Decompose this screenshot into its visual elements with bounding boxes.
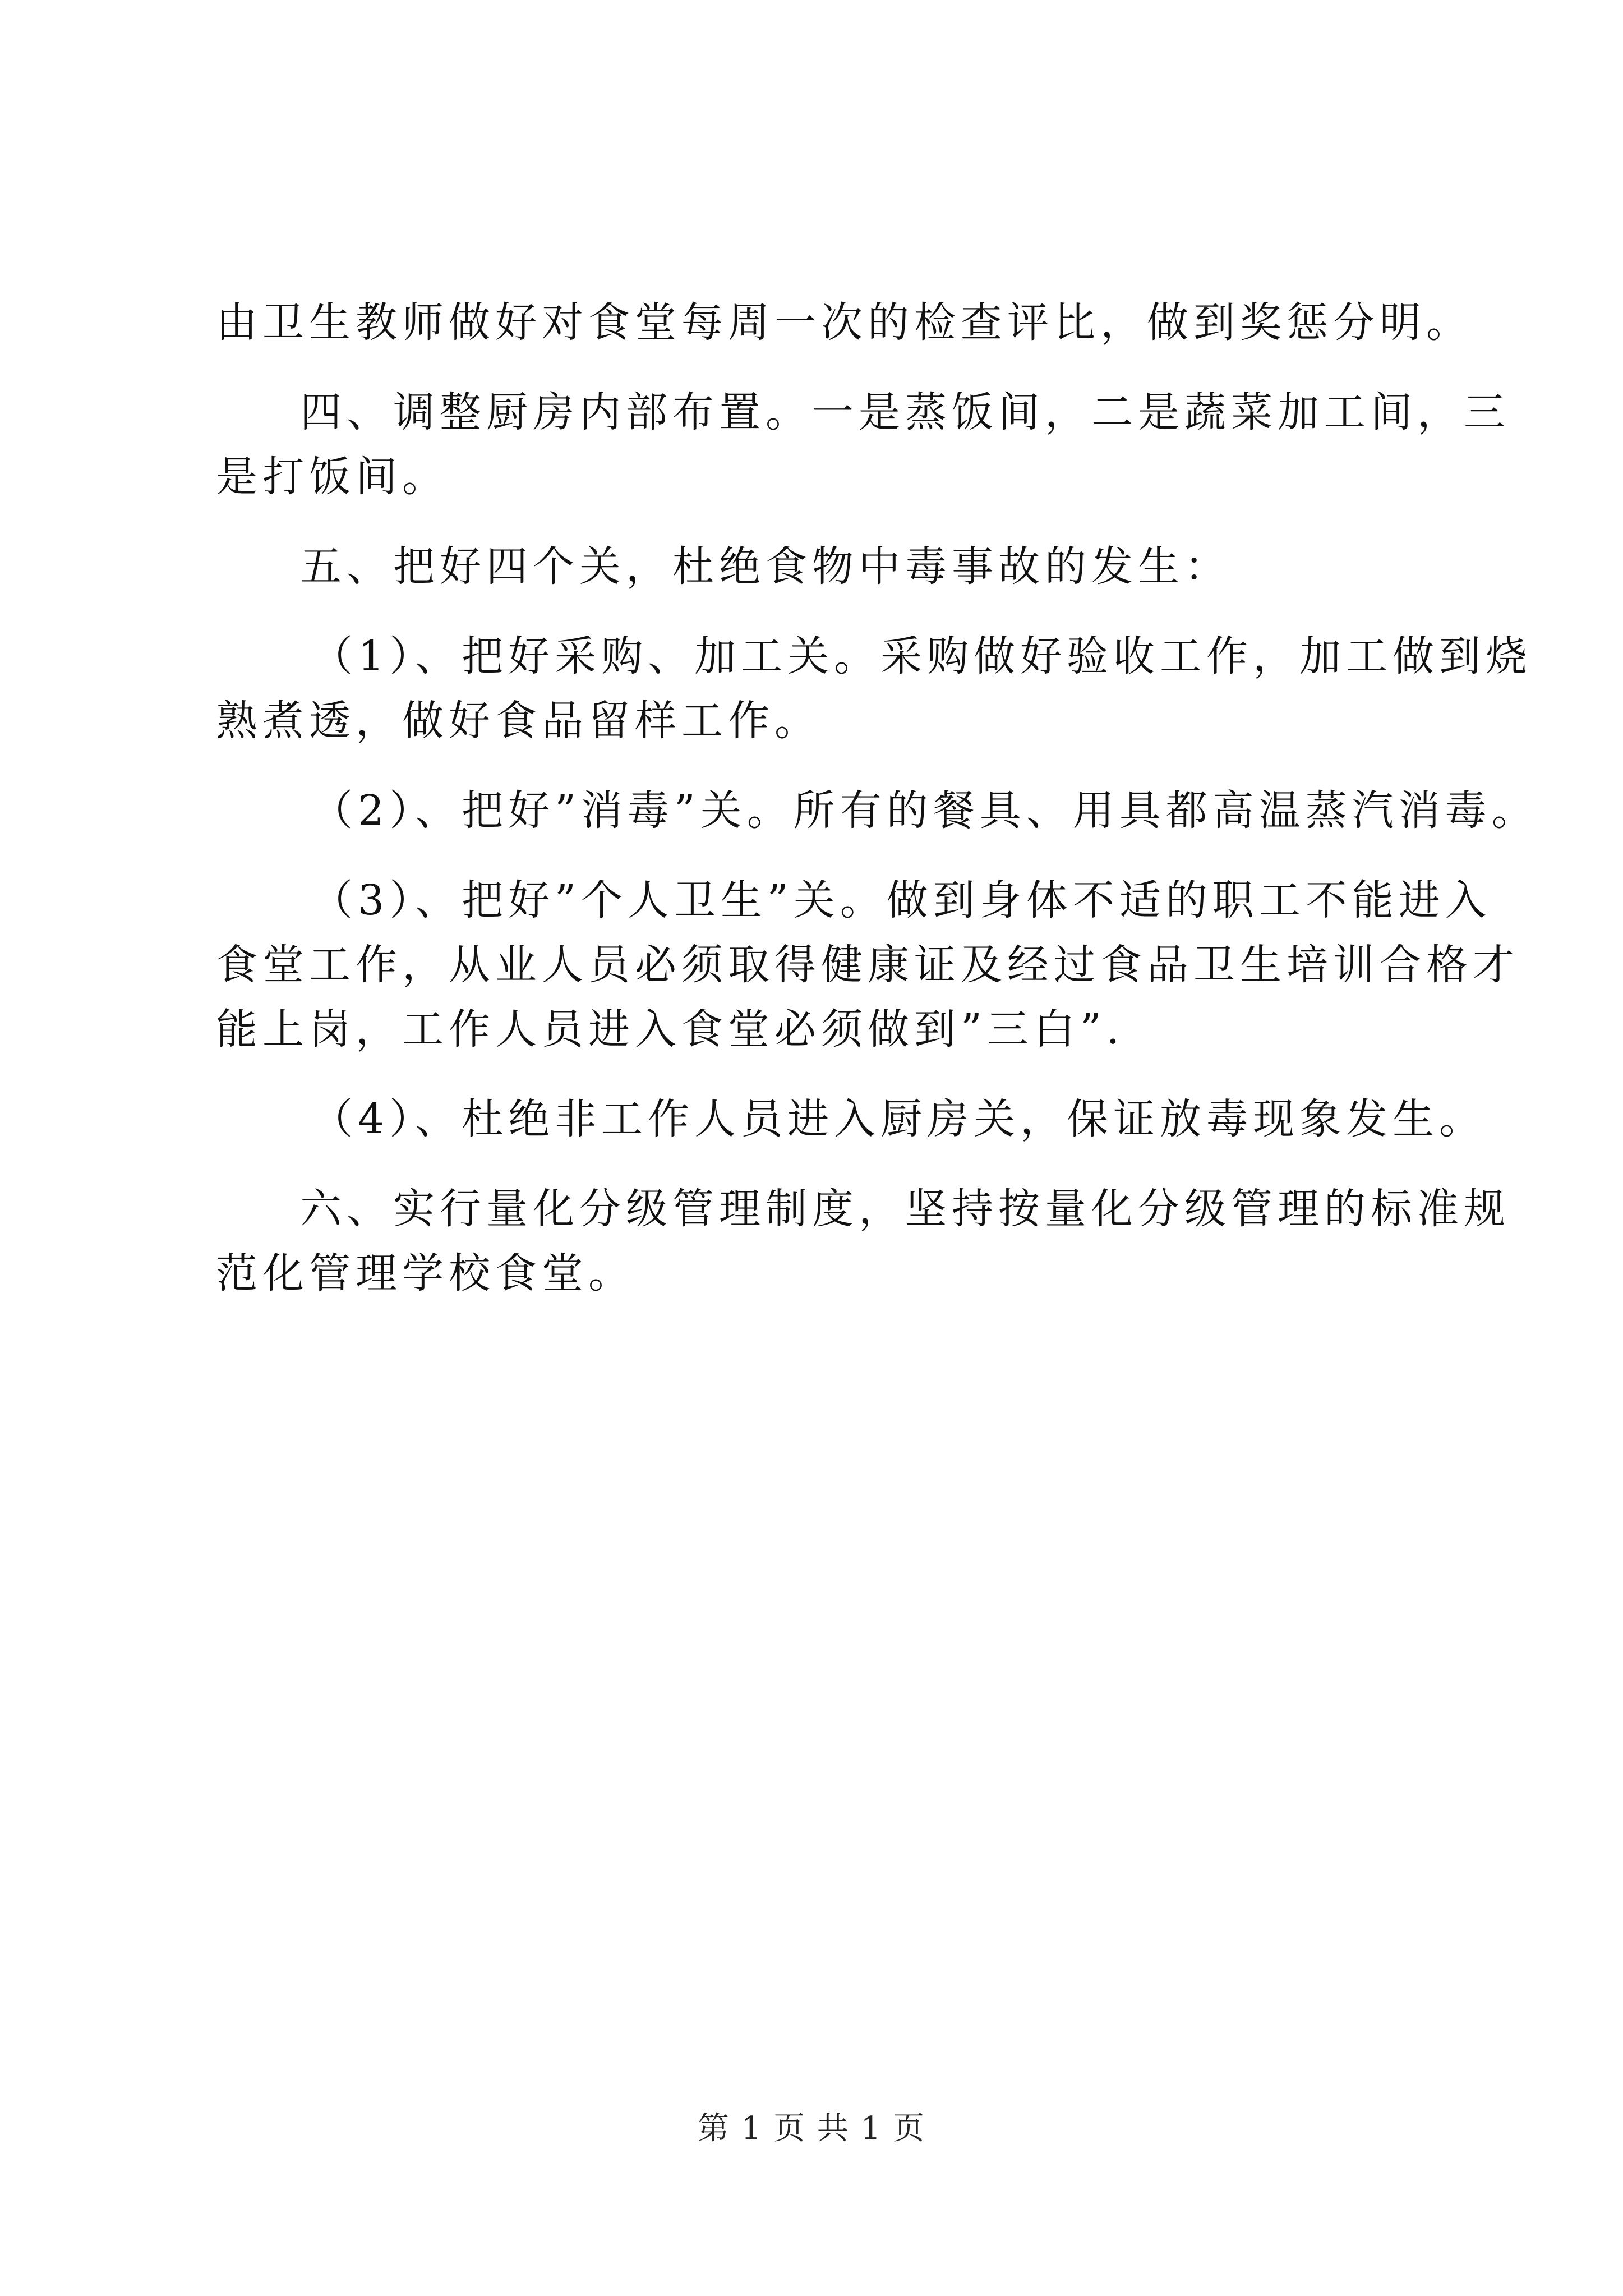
text-line-2: 四、调整厨房内部布置。一是蒸饭间，二是蔬菜加工间，三 [300,388,1510,436]
text-line-11: （4）、杜绝非工作人员进入厨房关，保证放毒现象发生。 [311,1095,1486,1143]
text-line-3: 是打饭间。 [216,453,449,501]
text-line-4: 五、把好四个关，杜绝食物中毒事故的发生： [300,542,1231,591]
text-line-6: 熟煮透，做好食品留样工作。 [216,697,821,745]
text-line-13: 范化管理学校食堂。 [216,1249,635,1297]
text-line-12: 六、实行量化分级管理制度，坚持按量化分级管理的标准规 [300,1185,1510,1233]
text-line-9: 食堂工作，从业人员必须取得健康证及经过食品卫生培训合格才 [216,941,1519,989]
text-line-8: （3）、把好”个人卫生”关。做到身体不适的职工不能进入 [311,876,1492,924]
document-body [216,291,1538,1306]
text-line-10: 能上岗，工作人员进入食堂必须做到”三白”. [216,1005,1125,1053]
text-line-5: （1）、把好采购、加工关。采购做好验收工作，加工做到烧 [311,632,1533,680]
page-footer: 第 1 页 共 1 页 [697,2110,926,2147]
text-line-7: （2）、把好”消毒”关。所有的餐具、用具都高温蒸汽消毒。 [311,786,1538,835]
text-line-1: 由卫生教师做好对食堂每周一次的检查评比，做到奖惩分明。 [216,298,1473,347]
